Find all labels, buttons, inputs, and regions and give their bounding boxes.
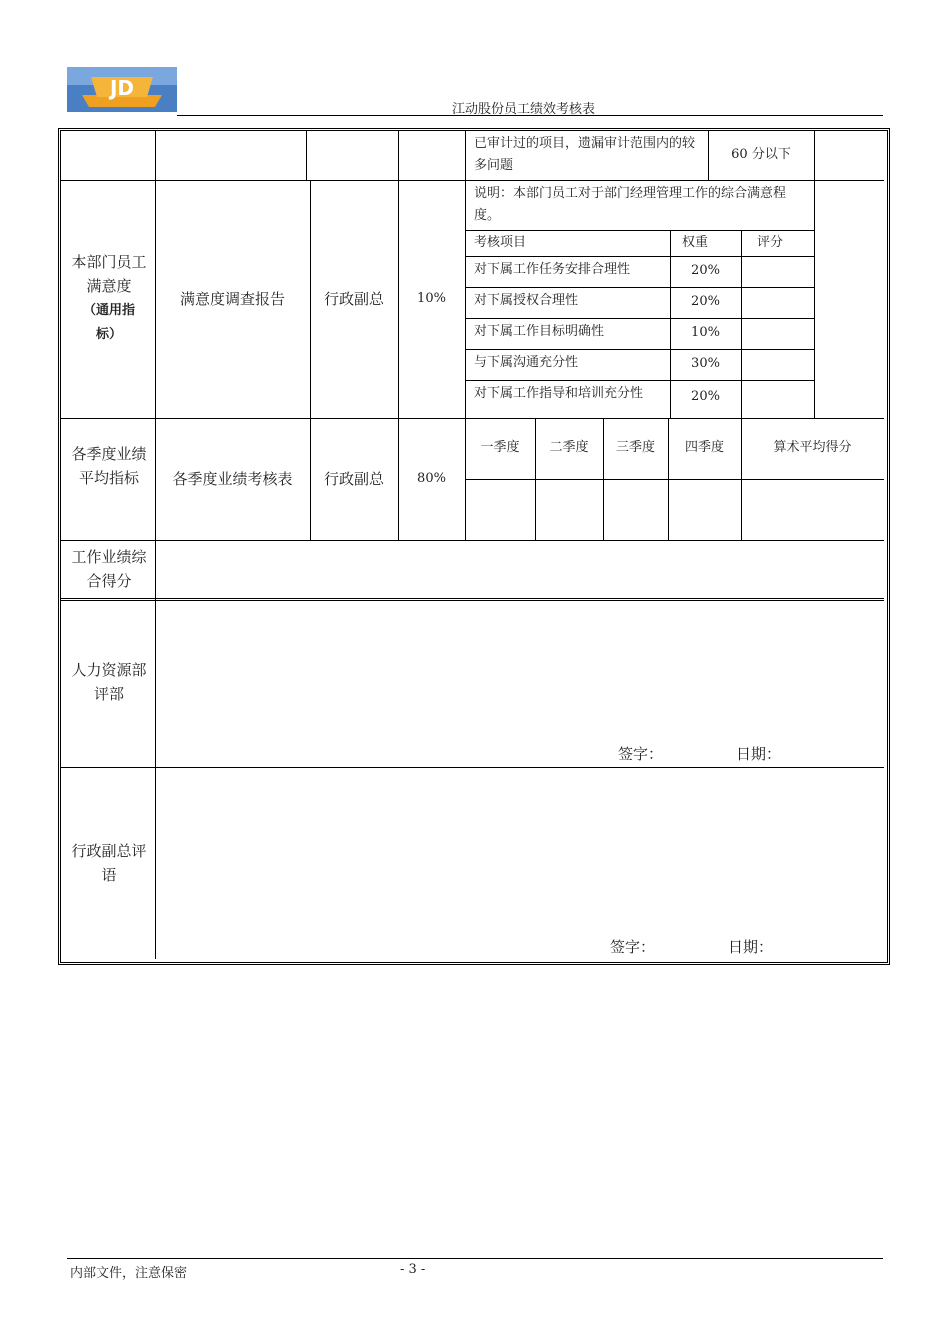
satisfaction-item-weight: 30% <box>691 356 720 371</box>
col-line <box>814 180 815 418</box>
quarter-header: 四季度 <box>684 440 724 455</box>
svg-text:JD: JD <box>109 76 135 100</box>
row-line <box>465 380 814 381</box>
document-title: 江动股份员工绩效考核表 <box>452 102 596 117</box>
row-line <box>61 540 884 541</box>
satisfaction-assessor: 行政副总 <box>323 290 384 308</box>
row-line <box>465 349 814 350</box>
quarter-header: 一季度 <box>480 440 520 455</box>
row-line <box>465 287 814 288</box>
page-number: - 3 - <box>400 1262 426 1277</box>
satisfaction-item-name: 对下属授权合理性 <box>474 293 579 308</box>
hr-sign-label: 签字： <box>618 745 664 763</box>
footer-rule <box>67 1258 883 1259</box>
satisfaction-source: 满意度调查报告 <box>179 290 285 308</box>
row-line <box>465 230 814 231</box>
hr-review-label: 人力资源部评部 <box>71 661 147 703</box>
audit-item-text: 已审计过的项目，遗漏审计范围内的较多问题 <box>474 136 696 173</box>
quarterly-assessor: 行政副总 <box>323 470 384 488</box>
row-line <box>465 256 814 257</box>
satisfaction-item-weight: 20% <box>691 263 720 278</box>
row-line <box>61 418 884 419</box>
quarter-header: 算术平均得分 <box>773 440 852 455</box>
audit-score-range: 60 分以下 <box>731 147 791 162</box>
row-line <box>61 180 884 181</box>
satisfaction-item-name: 对下属工作任务安排合理性 <box>474 262 631 277</box>
company-logo <box>67 67 177 112</box>
confidential-notice: 内部文件，注意保密 <box>70 1266 188 1281</box>
satisfaction-item-weight: 20% <box>691 389 720 404</box>
col-line <box>741 230 742 418</box>
satisfaction-header-score: 评分 <box>756 235 783 250</box>
hr-date-label: 日期： <box>736 745 782 763</box>
satisfaction-header-weight: 权重 <box>681 235 708 250</box>
col-line <box>155 130 156 959</box>
total-score-label: 工作业绩综合得分 <box>71 548 147 590</box>
satisfaction-header-item: 考核项目 <box>474 235 527 250</box>
satisfaction-item-name: 对下属工作目标明确性 <box>474 324 605 339</box>
satisfaction-item-name: 对下属工作指导和培训充分性 <box>474 386 644 401</box>
row-line <box>465 318 814 319</box>
satisfaction-label-note: （通用指标） <box>82 303 135 342</box>
satisfaction-label: 本部门员工满意度 <box>71 253 147 295</box>
quarterly-source: 各季度业绩考核表 <box>172 470 293 488</box>
row-line <box>61 767 884 768</box>
satisfaction-item-weight: 20% <box>691 294 720 309</box>
satisfaction-weight: 10% <box>417 291 446 306</box>
quarter-header: 二季度 <box>549 440 589 455</box>
vp-sign-label: 签字： <box>610 938 656 956</box>
row-line <box>465 479 884 480</box>
quarterly-label: 各季度业绩平均指标 <box>71 445 147 487</box>
quarter-header: 三季度 <box>615 440 655 455</box>
row-line <box>61 598 884 601</box>
col-line <box>306 130 307 180</box>
satisfaction-item-weight: 10% <box>691 325 720 340</box>
col-line <box>814 130 815 180</box>
satisfaction-item-name: 与下属沟通充分性 <box>474 355 579 370</box>
header-rule <box>177 115 883 116</box>
vp-date-label: 日期： <box>728 938 774 956</box>
vp-comments-label: 行政副总评语 <box>71 842 147 884</box>
quarterly-weight: 80% <box>417 471 446 486</box>
satisfaction-note: 说明：本部门员工对于部门经理管理工作的综合满意程度。 <box>474 186 787 223</box>
